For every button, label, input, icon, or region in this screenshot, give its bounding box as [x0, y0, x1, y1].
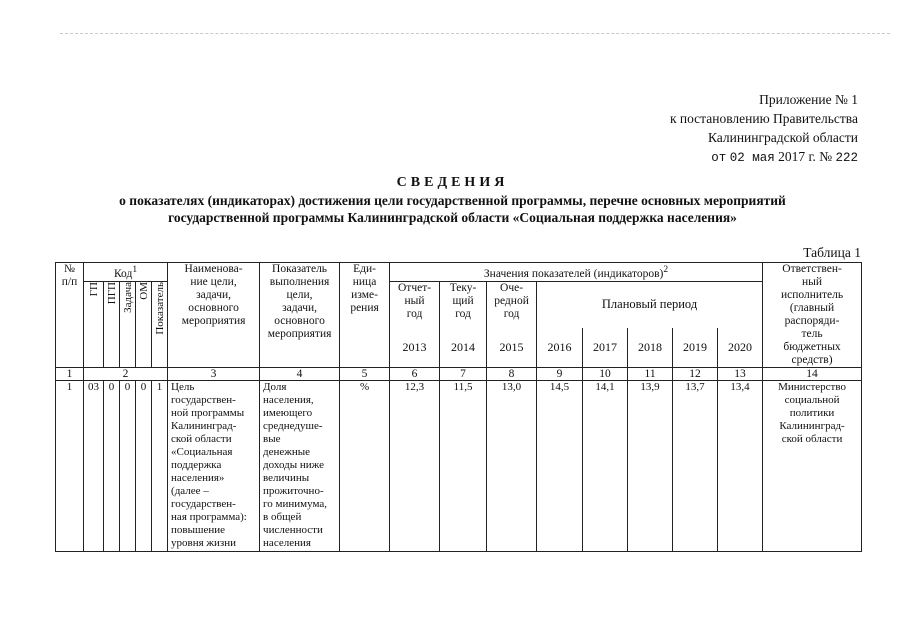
- header-num-text: № п/п: [61, 263, 78, 288]
- year-cell: [390, 328, 440, 368]
- year-cell: [537, 328, 583, 368]
- year-2018: 2018: [638, 339, 663, 354]
- row-name: Цель государствен- ной программы Калининград- ской области «Социальная поддержка населения» (далее – государствен- ная программа): повышение уровня жизни: [168, 381, 260, 552]
- date-handwritten: 02 мая: [729, 151, 775, 165]
- year-2020: 2020: [728, 339, 753, 354]
- header-report-text: Отчет- ный год: [398, 281, 432, 320]
- header-unit: [340, 263, 390, 368]
- colnum-cell: 9: [537, 368, 583, 381]
- header-indicator-text: Показатель выполнения цели, задачи, основного мероприятия: [267, 263, 332, 340]
- colnum-cell: 6: [390, 368, 440, 381]
- date-year: 2017 г. №: [778, 149, 833, 164]
- row-value: 12,3: [390, 381, 440, 552]
- code-col-pgp: ПГП: [106, 281, 118, 305]
- row-responsible: Министерство социальной политики Калининград- ской области: [763, 381, 862, 552]
- table-label: Таблица 1: [803, 245, 861, 260]
- header-responsible-text: Ответствен- ный исполнитель (главный распоряди- тель бюджетных средств): [780, 263, 844, 366]
- appendix-line-3: Калининградской области: [707, 130, 858, 145]
- row-unit: %: [340, 381, 390, 552]
- header-name: [168, 263, 260, 368]
- colnum-cell: 10: [583, 368, 628, 381]
- appendix-line-1: Приложение № 1: [759, 92, 858, 107]
- header-code-sup: 1: [132, 264, 138, 275]
- appendix-block: [670, 90, 858, 168]
- header-indicator: [260, 263, 340, 368]
- year-cell: [583, 328, 628, 368]
- row-value: 13,7: [673, 381, 718, 552]
- colnum-cell: 3: [168, 368, 260, 381]
- top-scan-line: [60, 33, 890, 34]
- header-name-text: Наименова- ние цели, задачи, основного мероприятия: [181, 263, 246, 327]
- header-code: [84, 263, 168, 282]
- colnum-cell: 7: [440, 368, 487, 381]
- row-value: 13,0: [487, 381, 537, 552]
- indicators-table: [55, 262, 862, 552]
- header-values-sup: 2: [663, 264, 669, 275]
- header-unit-text: Еди- ница изме- рения: [350, 263, 379, 314]
- year-2014: 2014: [451, 339, 476, 354]
- year-cell: [673, 328, 718, 368]
- header-current-year: [440, 281, 487, 327]
- subtitle-line-1: о показателях (индикаторах) достижения цели государственной программы, перечне основных мероприятий: [119, 193, 786, 208]
- colnum-cell: 5: [340, 368, 390, 381]
- row-value: 11,5: [440, 381, 487, 552]
- header-values: [390, 263, 763, 282]
- appendix-date-line: [670, 147, 858, 168]
- code-col-indicator: Показатель: [154, 281, 166, 335]
- column-numbers-row: [56, 368, 862, 381]
- table-row: [56, 381, 862, 552]
- decree-number: 222: [835, 151, 858, 165]
- code-col-om: ОМ: [138, 281, 150, 300]
- year-2017: 2017: [593, 339, 618, 354]
- header-report-year: [390, 281, 440, 327]
- colnum-cell: 12: [673, 368, 718, 381]
- row-num: 1: [56, 381, 84, 552]
- year-cell: [487, 328, 537, 368]
- header-num: [56, 263, 84, 368]
- year-2015: 2015: [499, 339, 524, 354]
- header-code-om: [136, 281, 152, 367]
- header-next-text: Оче- редной год: [494, 281, 529, 320]
- header-values-text: Значения показателей (индикаторов): [483, 267, 664, 280]
- year-2013: 2013: [402, 339, 427, 354]
- row-value: 13,9: [628, 381, 673, 552]
- year-cell: [628, 328, 673, 368]
- subtitle-line-2: государственной программы Калининградской области «Социальная поддержка населения»: [168, 210, 737, 225]
- row-value: 14,1: [583, 381, 628, 552]
- document-subtitle: [40, 192, 865, 226]
- row-code-gp: 03: [84, 381, 104, 552]
- header-code-text: Код: [113, 267, 133, 280]
- year-2016: 2016: [547, 339, 572, 354]
- row-code-indicator: 1: [152, 381, 168, 552]
- header-planned-text: Плановый период: [601, 296, 698, 311]
- colnum-cell: 1: [56, 368, 84, 381]
- row-value: 14,5: [537, 381, 583, 552]
- header-responsible: [763, 263, 862, 368]
- header-code-task: [120, 281, 136, 367]
- appendix-line-2: к постановлению Правительства: [669, 111, 858, 126]
- code-col-gp: ГП: [87, 281, 100, 297]
- header-next-year: [487, 281, 537, 327]
- row-code-om: 0: [136, 381, 152, 552]
- colnum-cell: 13: [718, 368, 763, 381]
- header-current-text: Теку- щий год: [449, 281, 477, 320]
- colnum-cell: 11: [628, 368, 673, 381]
- colnum-cell: 14: [763, 368, 862, 381]
- year-cell: [440, 328, 487, 368]
- code-col-task: Задача: [122, 281, 134, 313]
- colnum-cell: 8: [487, 368, 537, 381]
- year-2019: 2019: [683, 339, 708, 354]
- header-planned: [537, 281, 763, 327]
- header-code-gp: [84, 281, 104, 367]
- row-indicator: Доля населения, имеющего среднедуше- вые денежные доходы ниже величины прожиточно- го минимума, в общей численности населения: [260, 381, 340, 552]
- colnum-cell: 4: [260, 368, 340, 381]
- row-code-pgp: 0: [104, 381, 120, 552]
- date-prefix: от: [711, 151, 727, 165]
- year-cell: [718, 328, 763, 368]
- document-title: СВЕДЕНИЯ: [396, 175, 509, 190]
- header-code-pgp: [104, 281, 120, 367]
- row-value: 13,4: [718, 381, 763, 552]
- header-code-indicator: [152, 281, 168, 367]
- colnum-cell: 2: [84, 368, 168, 381]
- row-code-task: 0: [120, 381, 136, 552]
